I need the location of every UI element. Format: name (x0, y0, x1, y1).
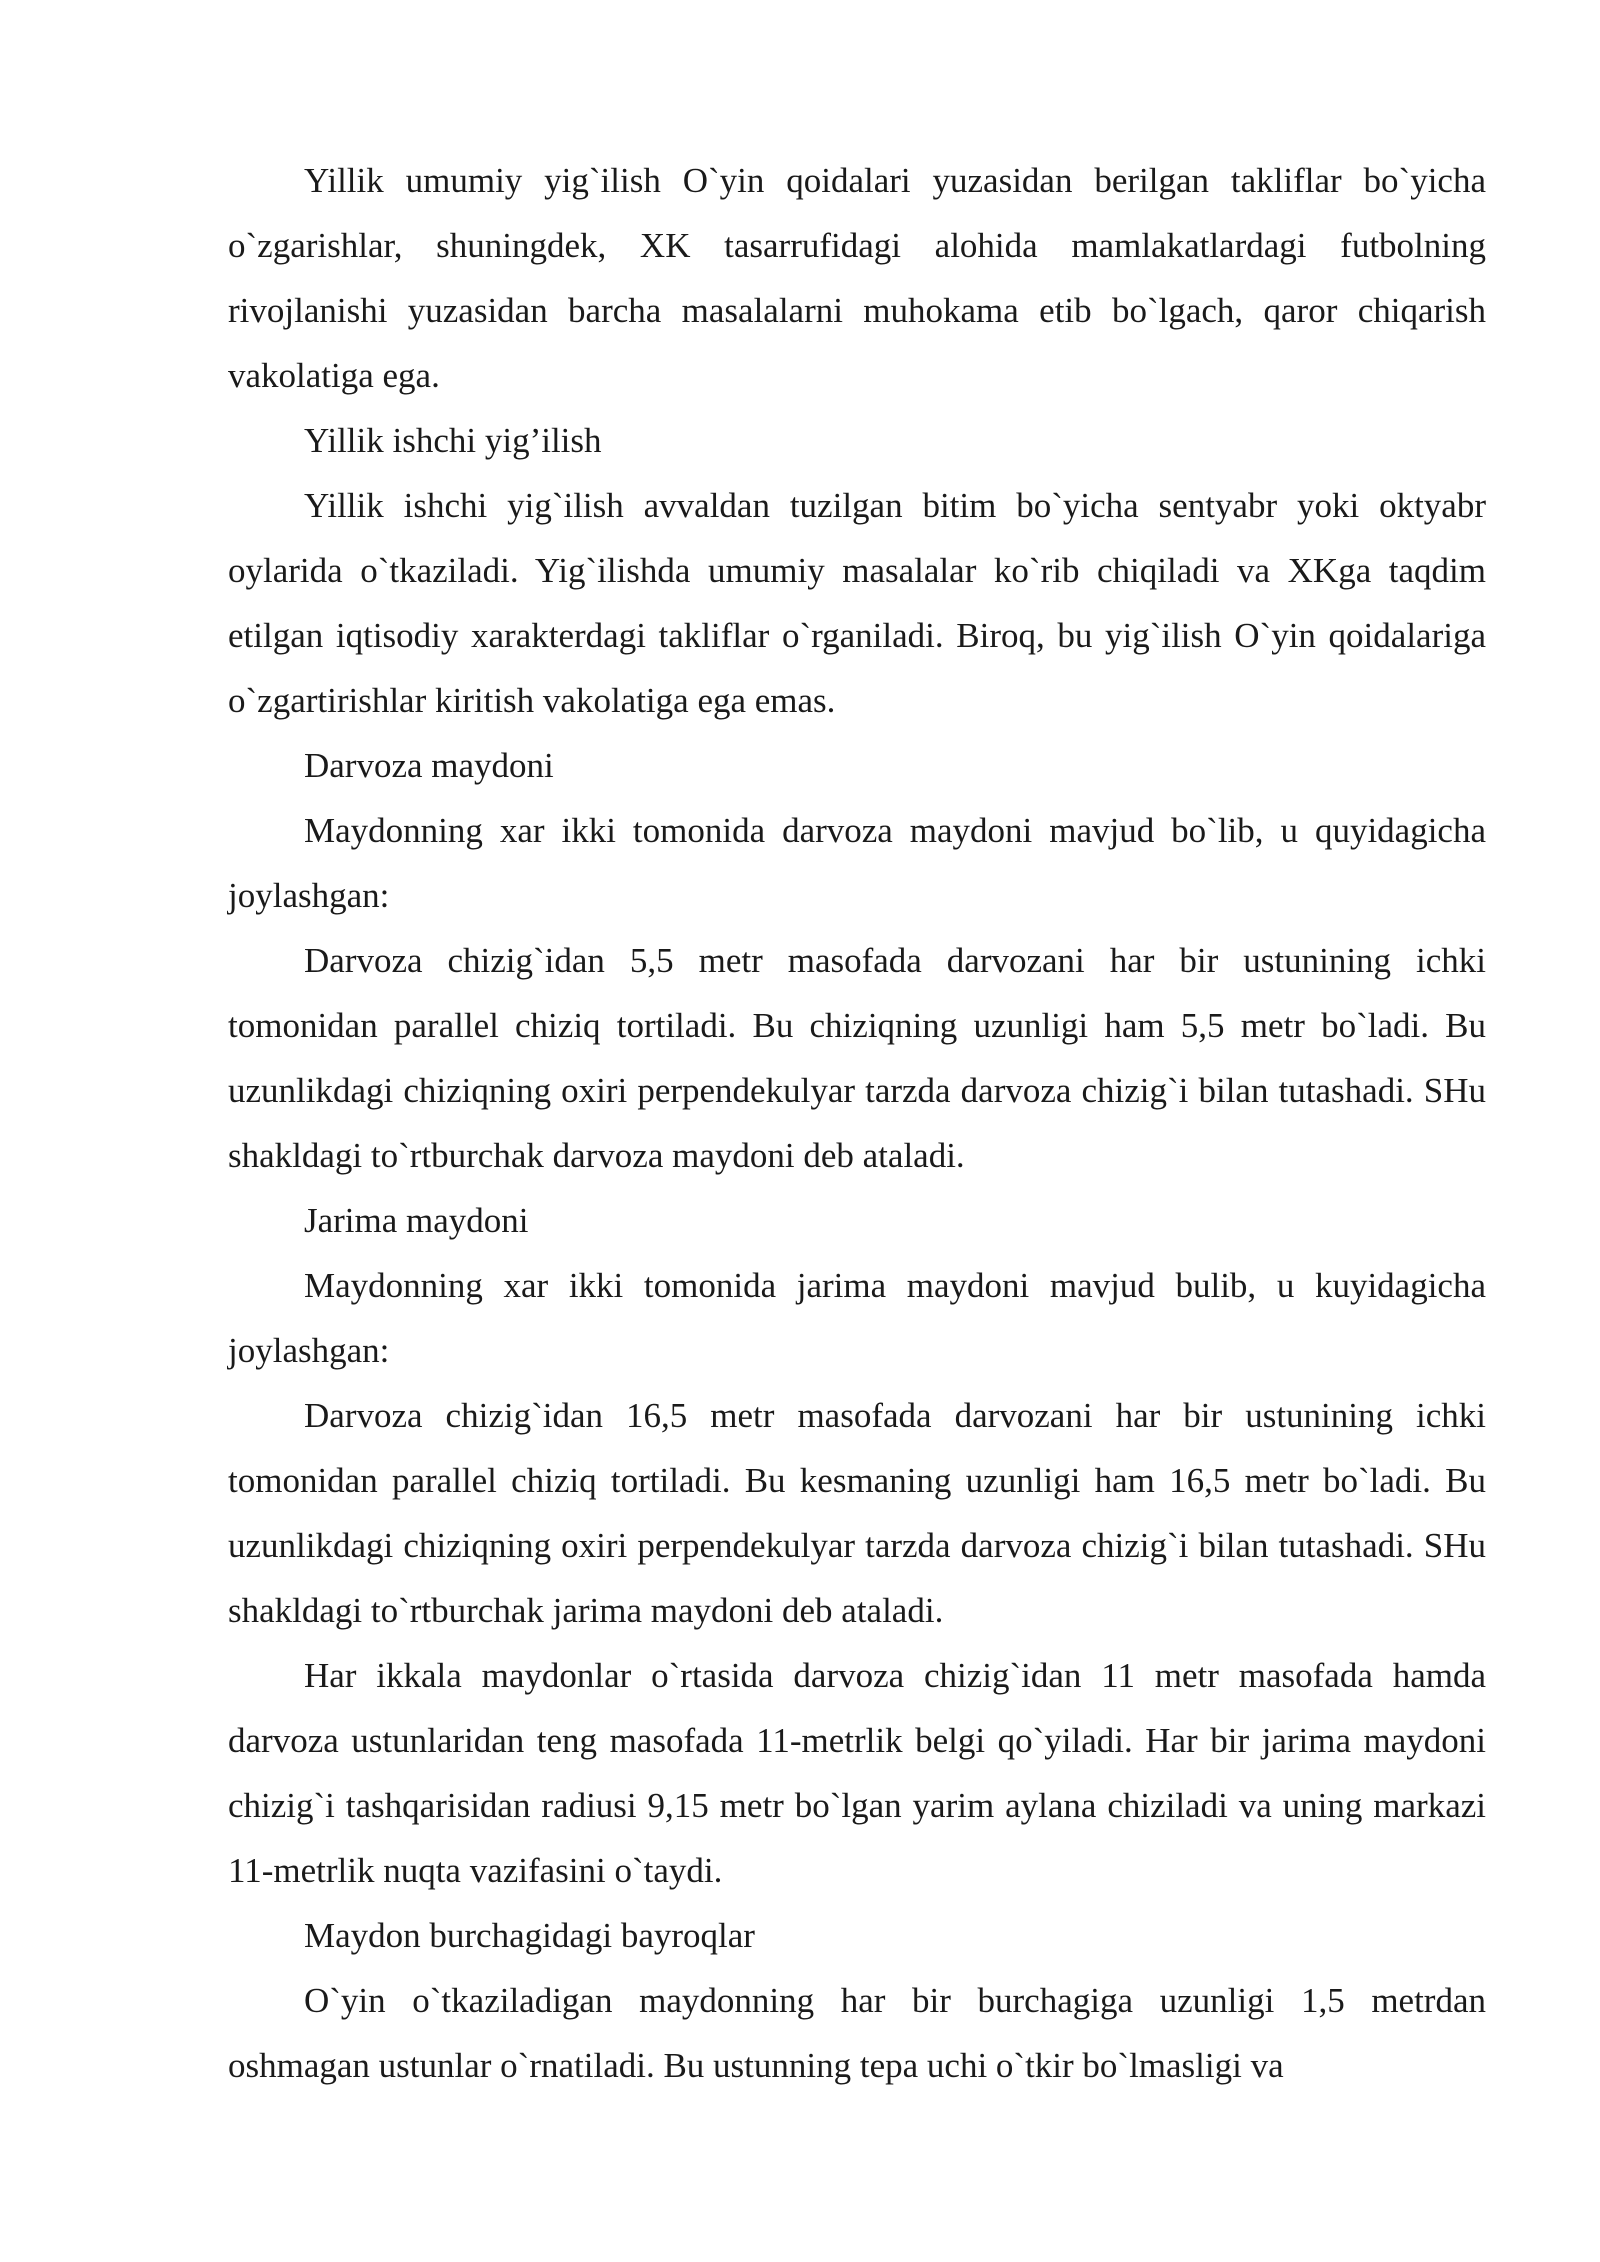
paragraph-penalty-area-dimensions: Darvoza chizig`idan 16,5 metr masofada darvozani har bir ustunining ichki tomonidan parallel chiziq tortiladi. Bu kesmaning uzunligi ham 16,5 metr bo`ladi. Bu uzunlikdagi chiziqning oxiri perpendekulyar tarzda darvoza chizig`i bilan tutashadi. SHu shakldagi to`rtburchak jarima maydoni deb ataladi. (228, 1396, 1486, 1630)
paragraph-corner-flags: O`yin o`tkaziladigan maydonning har bir burchagiga uzunligi 1,5 metrdan oshmagan ustunlar o`rnatiladi. Bu ustunning tepa uchi o`tkir bo`lmasligi va (228, 1981, 1486, 2085)
document-body (228, 148, 1486, 2098)
heading-annual-working-meeting: Yillik ishchi yig’ilish (304, 421, 602, 460)
paragraph-annual-general-meeting: Yillik umumiy yig`ilish O`yin qoidalari yuzasidan berilgan takliflar bo`yicha o`zgarishlar, shuningdek, XK tasarrufidagi alohida mamlakatlardagi futbolning rivojlanishi yuzasidan barcha masalalarni muhokama etib bo`lgach, qaror chiqarish vakolatiga ega. (228, 161, 1486, 395)
heading-penalty-area: Jarima maydoni (304, 1201, 529, 1240)
paragraph-goal-area-dimensions: Darvoza chizig`idan 5,5 metr masofada darvozani har bir ustunining ichki tomonidan parallel chiziq tortiladi. Bu chiziqning uzunligi ham 5,5 metr bo`ladi. Bu uzunlikdagi chiziqning oxiri perpendekulyar tarzda darvoza chizig`i bilan tutashadi. SHu shakldagi to`rtburchak darvoza maydoni deb ataladi. (228, 941, 1486, 1175)
paragraph-goal-area-intro: Maydonning xar ikki tomonida darvoza maydoni mavjud bo`lib, u quyidagicha joylashgan: (228, 811, 1486, 915)
heading-corner-flags: Maydon burchagidagi bayroqlar (304, 1916, 755, 1955)
paragraph-annual-working-meeting: Yillik ishchi yig`ilish avvaldan tuzilgan bitim bo`yicha sentyabr yoki oktyabr oylarida o`tkaziladi. Yig`ilishda umumiy masalalar ko`rib chiqiladi va XKga taqdim etilgan iqtisodiy xarakterdagi takliflar o`rganiladi. Biroq, bu yig`ilish O`yin qoidalariga o`zgartirishlar kiritish vakolatiga ega emas. (228, 486, 1486, 720)
paragraph-penalty-mark: Har ikkala maydonlar o`rtasida darvoza chizig`idan 11 metr masofada hamda darvoza ustunlaridan teng masofada 11-metrlik belgi qo`yiladi. Har bir jarima maydoni chizig`i tashqarisidan radiusi 9,15 metr bo`lgan yarim aylana chiziladi va uning markazi 11-metrlik nuqta vazifasini o`taydi. (228, 1656, 1486, 1890)
paragraph-penalty-area-intro: Maydonning xar ikki tomonida jarima maydoni mavjud bulib, u kuyidagicha joylashgan: (228, 1266, 1486, 1370)
heading-goal-area: Darvoza maydoni (304, 746, 554, 785)
